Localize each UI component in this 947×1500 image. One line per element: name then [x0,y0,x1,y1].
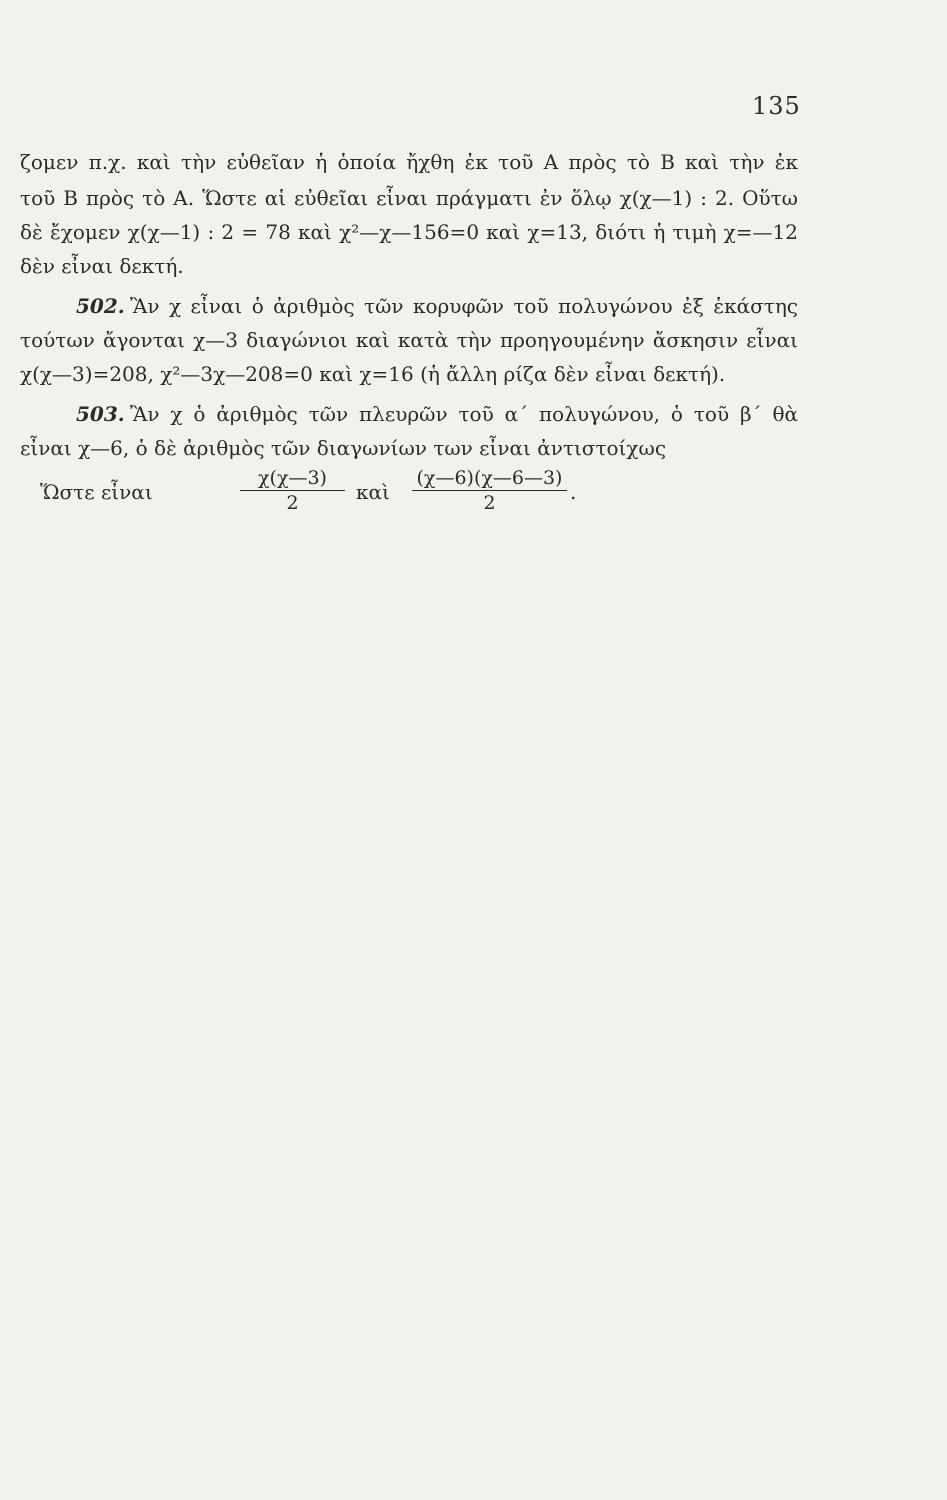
text-line: Ὥστε εἶναι [40,480,153,504]
text-line: εἶναι χ—6, ὁ δὲ ἀριθμὸς τῶν διαγωνίων των εἶναι ἀντιστοίχως [20,436,667,460]
fraction: χ(χ—3) 2 [240,466,345,515]
fraction: (χ—6)(χ—6—3) 2 [412,466,567,515]
text-line: τοῦ Β πρὸς τὸ Α. Ὥστε αἱ εὐθεῖαι εἶναι πράγματι ἐν ὅλῳ χ(χ—1) : 2. Οὕτω [20,186,798,210]
text-line: δὲν εἶναι δεκτή. [20,254,184,278]
text-line: χ(χ—3)=208, χ²—3χ—208=0 καὶ χ=16 (ἡ ἄλλη ρίζα δὲν εἶναι δεκτή). [20,362,726,386]
page-number: 135 [752,92,801,120]
text-line: Ἂν χ ὁ ἀριθμὸς τῶν πλευρῶν τοῦ α΄ πολυγώνου, ὁ τοῦ β΄ θὰ [130,402,798,426]
text-line: Ἂν χ εἶναι ὁ ἀριθμὸς τῶν κορυφῶν τοῦ πολυγώνου ἐξ ἑκάστης [130,294,798,318]
text-word: καὶ [356,480,390,504]
text-line: ζομεν π.χ. καὶ τὴν εὐθεῖαν ἡ ὁποία ἤχθη ἐκ τοῦ Α πρὸς τὸ Β καὶ τὴν ἐκ [20,150,798,174]
exercise-number: 502. [76,294,125,318]
text-line: τούτων ἄγονται χ—3 διαγώνιοι καὶ κατὰ τὴν προηγουμένην ἄσκησιν εἶναι [20,328,798,352]
text-line: δὲ ἔχομεν χ(χ—1) : 2 = 78 καὶ χ²—χ—156=0 καὶ χ=13, διότι ἡ τιμὴ χ=—12 [20,220,798,244]
exercise-number: 503. [76,402,125,426]
punctuation: . [570,480,577,504]
